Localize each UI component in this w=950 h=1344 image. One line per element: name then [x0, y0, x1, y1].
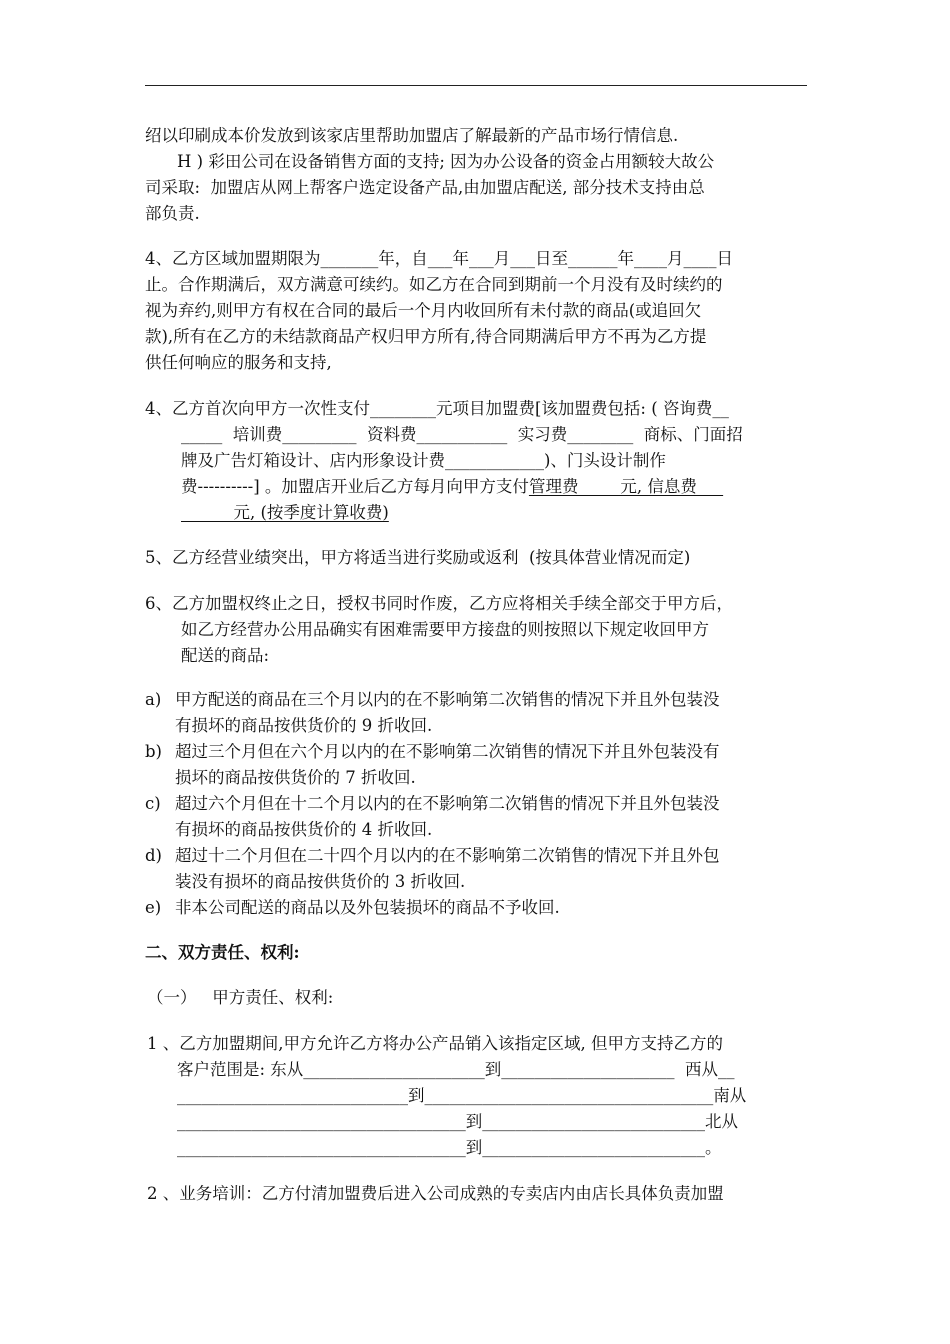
termination-clause-line: 如乙方经营办公用品确实有困难需要甲方接盘的则按照以下规定收回甲方 — [181, 620, 709, 639]
fee-clause-line — [181, 474, 723, 500]
intro-line: 绍以印刷成本价发放到该家店里帮助加盟店了解最新的产品市场行情信息. — [145, 126, 679, 145]
fee-clause-text: 费----------] 。加盟店开业后乙方每月向甲方支付 — [181, 477, 529, 496]
list-item: 有损坏的商品按供货价的 4 折收回. — [175, 820, 433, 839]
list-marker: b) — [145, 742, 162, 761]
range-clause-line: ___________________________________到___________________________。 — [177, 1138, 722, 1157]
list-item: 超过三个月但在六个月以内的在不影响第二次销售的情况下并且外包装没有 — [175, 742, 720, 761]
intro-line: 部负责. — [145, 204, 200, 223]
list-item: 甲方配送的商品在三个月以内的在不影响第二次销售的情况下并且外包装没 — [175, 690, 720, 709]
list-marker: a) — [145, 690, 162, 709]
intro-line: 司采取: 加盟店从网上帮客户选定设备产品,由加盟店配送, 部分技术支持由总 — [145, 178, 705, 197]
term-clause-line: 4、乙方区域加盟期限为_______年，自___年___月___日至______年____月____日 — [145, 249, 733, 268]
intro-line: H ) 彩田公司在设备销售方面的支持; 因为办公设备的资金占用额较大故公 — [177, 152, 715, 171]
header-rule — [145, 85, 807, 86]
term-clause-line: 供任何响应的服务和支持, — [145, 353, 332, 372]
subsection-heading: （一） 甲方责任、权利: — [147, 988, 334, 1007]
reward-clause: 5、乙方经营业绩突出，甲方将适当进行奖励或返利 (按具体营业情况而定) — [145, 548, 691, 567]
fee-clause-line: 4、乙方首次向甲方一次性支付________元项目加盟费[该加盟费包括: ( 咨询费__ — [145, 399, 729, 418]
fee-clause-line: 牌及广告灯箱设计、店内形象设计费____________)、门头设计制作 — [181, 451, 666, 470]
list-item: 非本公司配送的商品以及外包装损坏的商品不予收回. — [175, 898, 560, 917]
list-item: 损坏的商品按供货价的 7 折收回. — [175, 768, 416, 787]
list-item: 超过六个月但在十二个月以内的在不影响第二次销售的情况下并且外包装没 — [175, 794, 720, 813]
list-marker: c) — [145, 794, 161, 813]
term-clause-line: 视为弃约,则甲方有权在合同的最后一个月内收回所有未付款的商品(或追回欠 — [145, 301, 702, 320]
list-item: 有损坏的商品按供货价的 9 折收回. — [175, 716, 433, 735]
list-item: 超过十二个月但在二十四个月以内的在不影响第二次销售的情况下并且外包 — [175, 846, 720, 865]
list-marker: d) — [145, 846, 162, 865]
range-clause-line: ____________________________到___________________________________南从 — [177, 1086, 747, 1105]
termination-clause-line: 配送的商品: — [181, 646, 270, 665]
management-fee-field: 管理费 元, 信息费 — [528, 477, 724, 496]
training-clause: 2 、业务培训：乙方付清加盟费后进入公司成熟的专卖店内由店长具体负责加盟 — [147, 1184, 724, 1203]
term-clause-line: 止。合作期满后，双方满意可续约。如乙方在合同到期前一个月没有及时续约的 — [145, 275, 723, 294]
termination-clause-line: 6、乙方加盟权终止之日，授权书同时作废，乙方应将相关手续全部交于甲方后， — [145, 594, 733, 613]
list-item: 装没有损坏的商品按供货价的 3 折收回. — [175, 872, 466, 891]
section-heading: 二、双方责任、权利: — [145, 943, 300, 962]
term-clause-line: 款),所有在乙方的未结款商品产权归甲方所有,待合同期满后甲方不再为乙方提 — [145, 327, 707, 346]
range-clause-line: 1 、乙方加盟期间,甲方允许乙方将办公产品销入该指定区域, 但甲方支持乙方的 — [147, 1034, 723, 1053]
range-clause-line: ___________________________________到___________________________北从 — [177, 1112, 738, 1131]
list-marker: e) — [145, 898, 162, 917]
fee-clause-line: _____ 培训费_________ 资料费___________ 实习费________ 商标、门面招 — [181, 425, 743, 444]
range-clause-line: 客户范围是: 东从______________________到_____________________ 西从__ — [177, 1060, 735, 1079]
fee-clause-line: 元, (按季度计算收费) — [181, 503, 389, 522]
